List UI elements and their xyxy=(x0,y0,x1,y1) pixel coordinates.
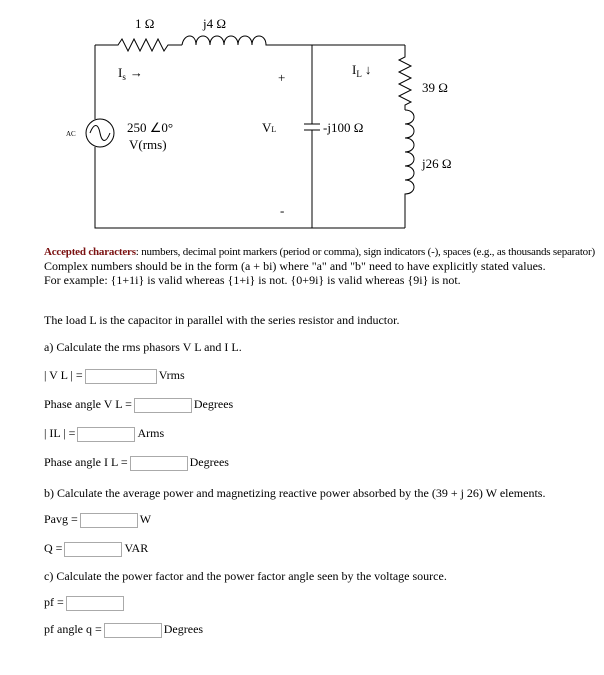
pavg-input[interactable] xyxy=(80,513,138,528)
question-a: a) Calculate the rms phasors V L and I L. xyxy=(44,340,242,354)
vl-angle-input[interactable] xyxy=(134,398,192,413)
is-label: $I_s$ → xyxy=(118,65,143,82)
vl-mag-input[interactable] xyxy=(85,369,157,384)
pf-angle-row: pf angle q = Degrees xyxy=(44,622,204,636)
source-unit: V(rms) xyxy=(129,137,167,152)
accepted-note: Accepted characters: numbers, decimal point markers (period or comma), sign indicators (-), spaces (e.g., as thousands separator) xyxy=(44,246,595,258)
il-angle-row: Phase angle I L = Degrees xyxy=(44,455,229,469)
pf-row: pf = xyxy=(44,595,126,611)
l2-label: j26 Ω xyxy=(422,156,452,171)
il-label: $I_L$ ↓ xyxy=(352,62,372,79)
ac-label: AC xyxy=(66,130,76,138)
r1-label: 1 Ω xyxy=(135,16,155,31)
il-angle-input[interactable] xyxy=(130,456,188,471)
question-b: b) Calculate the average power and magnetizing reactive power absorbed by the (39 + j 26) W elements. xyxy=(44,486,546,500)
cap-label: -j100 Ω xyxy=(323,120,364,135)
vl-angle-row: Phase angle V L = Degrees xyxy=(44,397,234,411)
minus-label: - xyxy=(280,203,285,218)
il-mag-row: | IL | = Arms xyxy=(44,426,165,440)
intro-text: The load L is the capacitor in parallel with the series resistor and inductor. xyxy=(44,313,400,327)
pf-angle-input[interactable] xyxy=(104,623,162,638)
l1-label: j4 Ω xyxy=(203,16,227,31)
circuit-diagram xyxy=(0,0,604,240)
pf-input[interactable] xyxy=(66,596,124,611)
source-value: 250 ∠0° xyxy=(127,120,174,135)
q-input[interactable] xyxy=(64,542,122,557)
vl-label: VL xyxy=(262,120,277,135)
vl-mag-row: | V L | = Vrms xyxy=(44,368,185,382)
il-mag-input[interactable] xyxy=(77,427,135,442)
complex-note: Complex numbers should be in the form (a + bi) where "a" and "b" need to have explicitly stated values. xyxy=(44,259,546,273)
example-note: For example: {1+1i} is valid whereas {1+i} is not. {0+9i} is valid whereas {9i} is not. xyxy=(44,273,461,287)
r2-label: 39 Ω xyxy=(422,80,448,95)
notes-block xyxy=(44,245,600,287)
pavg-row: Pavg = W xyxy=(44,512,152,526)
question-c: c) Calculate the power factor and the power factor angle seen by the voltage source. xyxy=(44,569,447,583)
plus-label: + xyxy=(278,70,286,85)
q-row: Q = VAR xyxy=(44,541,149,555)
